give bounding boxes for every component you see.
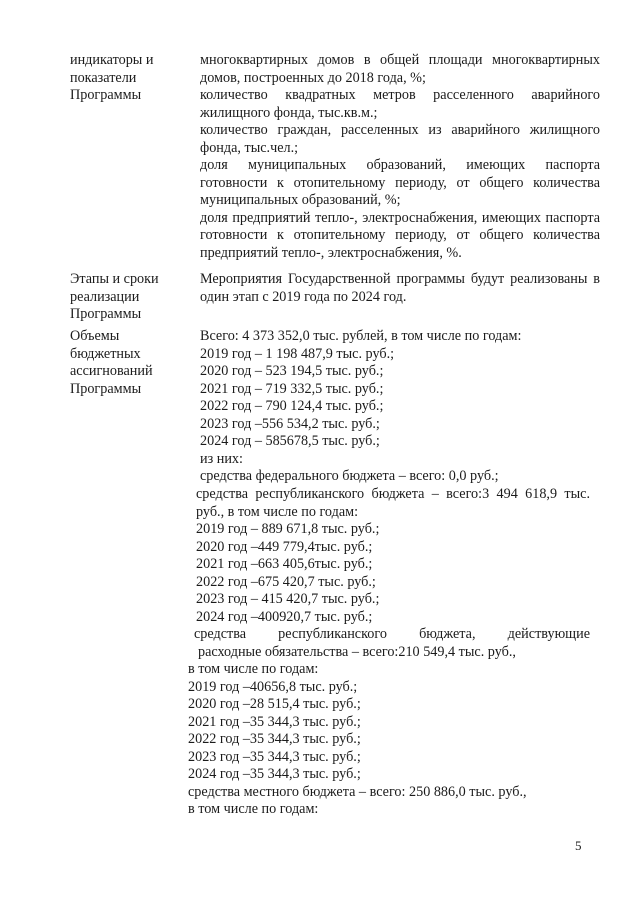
republican-existing-per-year: в том числе по годам:	[188, 661, 319, 677]
republican-existing-block	[194, 626, 590, 661]
republican-block	[196, 486, 590, 521]
indicator-paragraph: количество квадратных метров расселенного аварийного жилищного фонда, тыс.кв.м.;	[200, 87, 600, 121]
indicator-paragraph: количество граждан, расселенных из аварийного жилищного фонда, тыс.чел.;	[200, 122, 600, 156]
total-year-line: 2021 год – 719 332,5 тыс. руб.;	[200, 380, 384, 397]
page-number: 5	[575, 838, 582, 853]
republican-year-line: 2024 год –400920,7 тыс. руб.;	[196, 608, 373, 625]
republican-existing-year-line: 2022 год –35 344,3 тыс. руб.;	[188, 731, 361, 747]
republican-existing-year-line: 2020 год –28 515,4 тыс. руб.;	[188, 696, 361, 712]
republican-years	[196, 521, 596, 626]
budget-total: Всего: 4 373 352,0 тыс. рублей, в том числе по годам:	[200, 328, 522, 344]
federal-line: средства федерального бюджета – всего: 0,0 руб.;	[200, 468, 499, 484]
indicators-content	[200, 52, 600, 262]
republican-year-line: 2021 год –663 405,6тыс. руб.;	[196, 556, 373, 572]
total-year-line: 2023 год –556 534,2 тыс. руб.;	[200, 415, 380, 432]
republican-year-line: 2023 год – 415 420,7 тыс. руб.;	[196, 591, 380, 607]
stages-content	[200, 271, 600, 306]
republican-existing-years	[188, 661, 588, 819]
republican-existing-year-line: 2024 год –35 344,3 тыс. руб.;	[188, 766, 361, 782]
total-year-line: 2022 год – 790 124,4 тыс. руб.;	[200, 398, 384, 414]
indicator-paragraph: многоквартирных домов в общей площади многоквартирных домов, построенных до 2018 года, %;	[200, 52, 600, 86]
republican-year-line: 2022 год –675 420,7 тыс. руб.;	[196, 573, 376, 590]
stages-paragraph: Мероприятия Государственной программы будут реализованы в один этап с 2019 года по 2024 год.	[200, 271, 600, 305]
indicator-paragraph: доля предприятий тепло-, электроснабжения, имеющих паспорта готовности к отопительному периоду, от общего количества предприятий тепло-, электроснабжения, %.	[200, 209, 600, 261]
republican-existing-year-line: 2021 год –35 344,3 тыс. руб.;	[188, 713, 361, 730]
stages-label: Этапы и сроки реализации Программы	[70, 271, 159, 322]
total-year-line: 2019 год – 1 198 487,9 тыс. руб.;	[200, 345, 395, 362]
republican-year-line: 2020 год –449 779,4тыс. руб.;	[196, 538, 373, 555]
budget-label: Объемы бюджетных ассигнований Программы	[70, 328, 153, 397]
total-year-line: 2020 год – 523 194,5 тыс. руб.;	[200, 363, 384, 379]
republican-line: средства республиканского бюджета – всего:3 494 618,9 тыс. руб., в том числе по годам:	[196, 486, 590, 520]
republican-existing-line-2: расходные обязательства – всего:210 549,4 тыс. руб.,	[198, 643, 516, 660]
of-them-line: из них:	[200, 450, 243, 467]
indicators-label: индикаторы и показатели Программы	[70, 52, 154, 103]
local-line-1: средства местного бюджета – всего: 250 886,0 тыс. руб.,	[188, 783, 527, 800]
total-year-line: 2024 год – 585678,5 тыс. руб.;	[200, 433, 380, 449]
republican-existing-year-line: 2023 год –35 344,3 тыс. руб.;	[188, 748, 361, 765]
republican-existing-year-line: 2019 год –40656,8 тыс. руб.;	[188, 678, 358, 695]
local-line-2: в том числе по годам:	[188, 801, 319, 817]
budget-content	[200, 328, 600, 486]
republican-year-line: 2019 год – 889 671,8 тыс. руб.;	[196, 521, 380, 537]
indicator-paragraph: доля муниципальных образований, имеющих паспорта готовности к отопительному периоду, от общего количества муниципальных образований, %;	[200, 157, 600, 208]
republican-existing-line-1: средства республиканского бюджета, действующие	[194, 626, 590, 642]
